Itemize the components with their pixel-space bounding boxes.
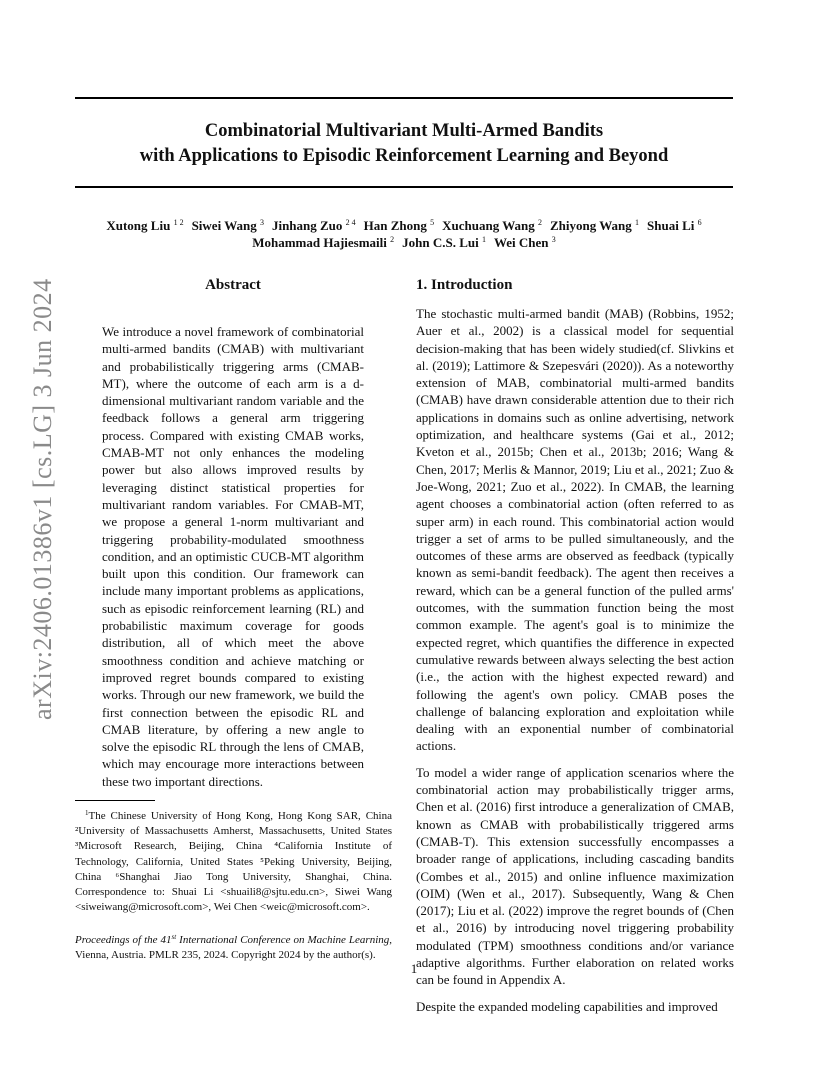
author-list-line-2: [60, 231, 748, 251]
proceedings-venue-b: International Conference on Machine Learning: [176, 934, 390, 946]
author-affiliation-marker: 6: [697, 218, 702, 227]
title-rule-top: [75, 97, 733, 99]
paper-title-line-2: with Applications to Episodic Reinforcement Learning and Beyond: [139, 146, 669, 166]
title-rule-bottom: [75, 186, 733, 188]
footnote-text: The Chinese University of Hong Kong, Hong Kong SAR, China ²University of Massachusetts Amherst, Massachusetts, United States ³Microsoft Research, Beijing, China ⁴California Institute of Technology, California, United States ⁵Peking University, Beijing, China ⁶Shanghai Jiao Tong University, Shanghai, China. Correspondence to: Shuai Li <shuaili8@sjtu.edu.cn>, Siwei Wang <siweiwang@microsoft.com>, Wei Chen <weic@microsoft.com>.: [75, 810, 392, 914]
author-affiliation-marker: 1 2: [173, 218, 184, 227]
author-affiliation-marker: 3: [259, 218, 264, 227]
author-affiliation-marker: 1: [635, 218, 640, 227]
arxiv-stamp: arXiv:2406.01386v1 [cs.LG] 3 Jun 2024: [28, 278, 57, 720]
author-name: Mohammad Hajiesmaili $^2$: [252, 235, 395, 250]
author-name: Zhiyong Wang $^1$: [550, 218, 640, 233]
footnote-rule: [75, 800, 155, 801]
intro-paragraph: Despite the expanded modeling capabilities and improved: [416, 998, 718, 1014]
page-number: 1: [410, 961, 418, 976]
author-name: Siwei Wang $^3$: [191, 218, 264, 233]
proceedings-venue-a: Proceedings of the 41: [75, 934, 172, 946]
proceedings-rest: , Vienna, Austria. PMLR 235, 2024. Copyright 2024 by the author(s).: [75, 934, 392, 962]
introduction-body: [416, 305, 734, 1015]
abstract-heading: Abstract: [205, 277, 261, 293]
intro-paragraph: To model a wider range of application scenarios where the combinatorial action may probabilistically trigger arms, Chen et al. (2016) first introduce a generalization of CMAB, known as CMAB with probabilistically triggered arms (CMAB-T). This extension successfully encompasses a broader range of applications, including cascading bandits (Combes et al., 2015) and online influence maximization (OIM) (Wen et al., 2017). Subsequently, Wang & Chen (2017); Liu et al. (2022) improve the regret bounds of (Chen et al., 2016) by introducing novel triggering probability modulated (TPM) smoothness conditions and/or variance adaptive algorithms. Further elaboration on related works can be found in Appendix A.: [416, 764, 734, 988]
author-affiliation-marker: 2 4: [345, 218, 356, 227]
author-name: Wei Chen $^3$: [493, 235, 556, 250]
author-affiliation-marker: 3: [551, 235, 556, 244]
intro-paragraph: The stochastic multi-armed bandit (MAB) (Robbins, 1952; Auer et al., 2002) is a classical model for sequential decision-making that has been widely studied(cf. Slivkins et al. (2019); Lattimore & Szepesvári (2020)). As a noteworthy extension of MAB, combinatorial multi-armed bandits (CMAB) have drawn considerable attention due to their rich applications in domains such as online advertising, network optimization, and healthcare systems (Gai et al., 2012; Kveton et al., 2015b; Chen et al., 2013b; 2016; Wang & Chen, 2017; Merlis & Mannor, 2019; Liu et al., 2021; Zuo & Joe-Wong, 2021; Zuo et al., 2022). In CMAB, the learning agent chooses a combinatorial action (often referred to as super arm) in each round. This combinatorial action would trigger a set of arms to be pulled simultaneously, and the outcomes of these arms are observed as feedback (typically known as semi-bandit feedback). The agent then receives a reward, which can be a general function of the pulled arms' outcomes, with the summation function being the most common example. The agent's goal is to minimize the expected regret, which quantifies the difference in expected cumulative rewards between always selecting the best action (i.e., the action with the highest expected reward) and following the agent's own policy. CMAB poses the challenge of balancing exploration and exploitation while dealing with an exponential number of combinatorial actions.: [416, 306, 734, 754]
author-affiliation-marker: 1: [481, 235, 486, 244]
proceedings-note: [75, 930, 392, 963]
author-name: Xuchuang Wang $^2$: [442, 218, 542, 233]
affiliation-footnote: [75, 806, 392, 915]
author-name: Shuai Li $^6$: [647, 218, 702, 233]
author-name: Han Zhong $^5$: [363, 218, 435, 233]
author-name: Xutong Liu $^{1 2}$: [106, 218, 184, 233]
author-affiliation-marker: 2: [538, 218, 542, 227]
abstract-body: [102, 323, 364, 790]
abstract-text: We introduce a novel framework of combinatorial multi-armed bandits (CMAB) with multivariant and probabilistically triggering arms (CMAB-MT), where the outcome of each arm is a d-dimensional multivariant random variable and the feedback follows a general arm triggering process. Compared with existing CMAB works, CMAB-MT not only enhances the modeling power but also allows improved results by leveraging distinct statistical properties for multivariant random variables. For CMAB-MT, we propose a general 1-norm multivariant and triggering probability-modulated smoothness condition, and an optimistic CUCB-MT algorithm built upon this condition. Our framework can include many important problems as applications, such as episodic reinforcement learning (RL) and probabilistic maximum coverage for goods distribution, all of which meet the above smoothness condition and achieve matching or improved regret bounds compared to existing works. Through our new framework, we build the first connection between the episodic RL and CMAB literature, by offering a new angle to solve the episodic RL through the lens of CMAB, which may encourage more interactions between these two important directions.: [102, 324, 364, 789]
proceedings-ordinal: st: [171, 933, 177, 941]
footnote-marker: 1: [85, 809, 89, 817]
author-name: Jinhang Zuo $^{2 4}$: [271, 218, 356, 233]
author-affiliation-marker: 2: [390, 235, 395, 244]
author-name: John C.S. Lui $^1$: [402, 235, 486, 250]
author-affiliation-marker: 5: [430, 218, 435, 227]
paper-title-line-1: Combinatorial Multivariant Multi-Armed Bandits: [204, 121, 604, 141]
section-heading-introduction: 1. Introduction: [416, 277, 513, 293]
